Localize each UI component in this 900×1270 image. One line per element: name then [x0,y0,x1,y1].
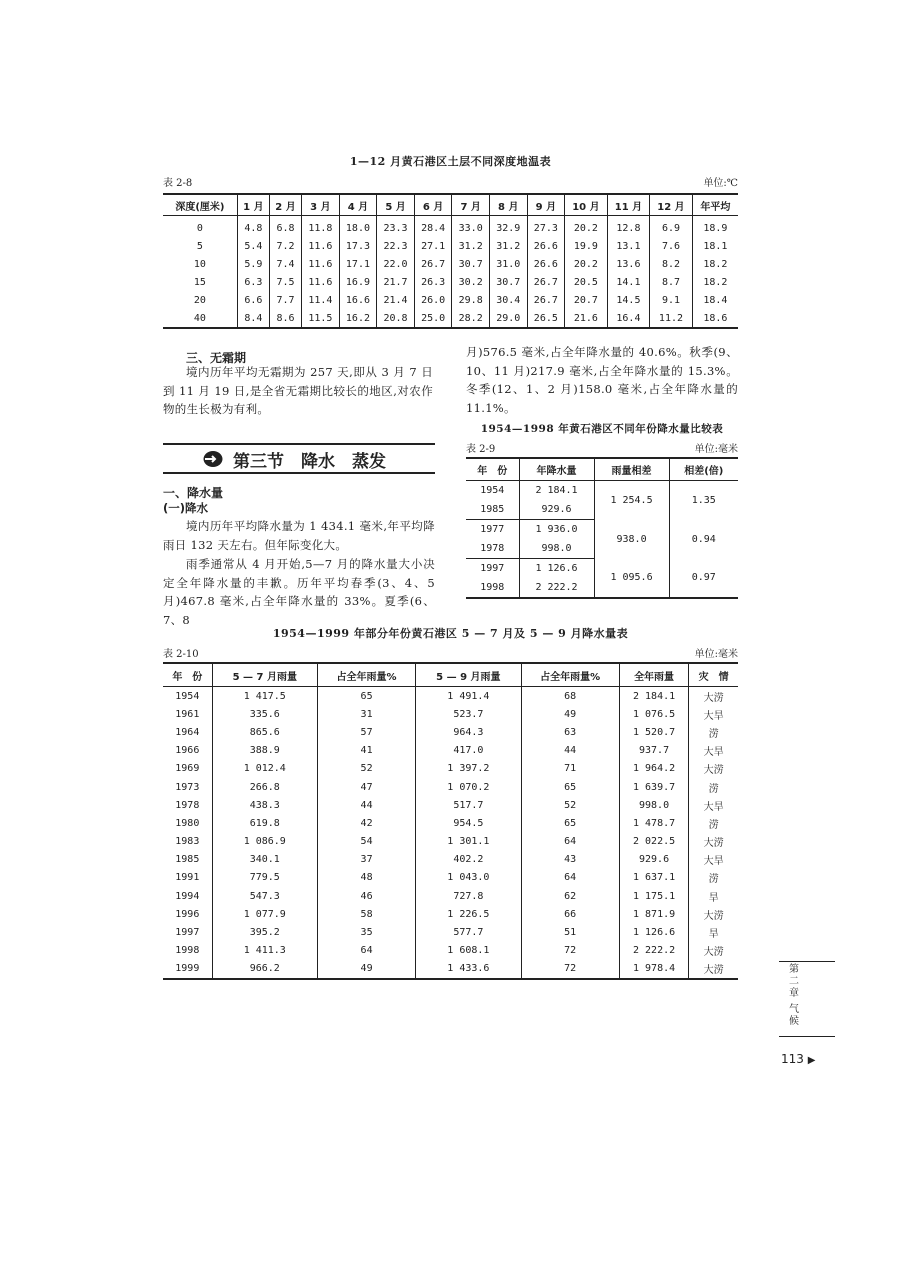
table10-cell: 1 077.9 [212,905,317,923]
table10-header-cell: 5 — 7 月雨量 [212,663,317,687]
table10-cell: 1 637.1 [619,869,689,887]
table10-row [163,814,738,832]
table8-cell: 21.6 [565,309,608,328]
table9-row [466,559,738,579]
table10-cell: 1 043.0 [416,869,521,887]
table8-title: 1—12 月黄石港区土层不同深度地温表 [349,155,552,168]
table8-cell: 26.7 [527,273,565,291]
table10-cell: 49 [317,960,415,979]
table10-cell: 65 [521,814,619,832]
section-emblem-icon [203,450,223,468]
table10-cell: 1964 [175,726,200,738]
table10-cell: 72 [521,942,619,960]
table8-header-cell: 年平均 [692,194,738,216]
table8-header-cell: 2 月 [269,194,301,216]
table8-cell: 26.7 [414,255,452,273]
table8-cell: 4.8 [237,216,269,238]
table10-cell: 46 [317,887,415,905]
table9-year: 1985 [466,500,519,520]
table10-cell: 43 [521,851,619,869]
table10-cell: 64 [521,869,619,887]
table10-header-cell: 占全年雨量% [317,663,415,687]
table8-cell: 18.2 [692,255,738,273]
table9-diff: 1 254.5 [594,481,669,520]
table8-cell: 16.9 [339,273,377,291]
table8-cell: 8.7 [650,273,693,291]
table8-cell: 26.6 [527,255,565,273]
table8-cell: 5 [196,240,203,252]
table8-cell: 20.2 [565,255,608,273]
table8-cell: 0 [196,222,203,234]
table10-cell: 1 433.6 [416,960,521,979]
table10-cell: 大涝 [689,833,738,851]
table10-cell: 48 [317,869,415,887]
table10-row [163,723,738,741]
table10-cell: 62 [521,887,619,905]
table9-ratio: 1.35 [669,481,738,520]
table8-cell: 30.4 [489,291,527,309]
table10-cell: 998.0 [619,796,689,814]
table10-cell: 1 070.2 [416,778,521,796]
table8-header-cell: 12 月 [650,194,693,216]
table10-cell: 54 [317,833,415,851]
table10-cell: 涝 [689,778,738,796]
table8-header-cell: 5 月 [377,194,415,216]
table9-year: 1954 [480,485,505,496]
table10-row [163,778,738,796]
table10-cell: 1985 [175,854,200,866]
table10-cell: 779.5 [212,869,317,887]
table10-cell: 68 [521,687,619,706]
table10-cell: 1 411.3 [212,942,317,960]
table8-cell: 13.1 [607,237,650,255]
table10-cell: 964.3 [416,723,521,741]
table10-cell: 1 175.1 [619,887,689,905]
table8-cell: 13.6 [607,255,650,273]
table10-cell: 1980 [175,817,200,829]
table8-cell: 18.9 [692,216,738,238]
table8-cell: 18.0 [339,216,377,238]
table8-cell: 12.8 [607,216,650,238]
table10-cell: 1966 [175,745,200,757]
section-header [163,443,435,474]
table8-cell: 26.7 [527,291,565,309]
table8-cell: 20.7 [565,291,608,309]
table10-cell: 37 [317,851,415,869]
table10-cell: 64 [521,833,619,851]
table8-row [163,291,738,309]
table10-cell: 大旱 [689,851,738,869]
table8-unit: 单位:℃ [703,178,738,189]
table10-cell: 35 [317,923,415,941]
table10-cell: 1998 [175,945,200,957]
table8-label: 表 2-8 [163,178,193,189]
table10-cell: 335.6 [212,705,317,723]
frost-text: 境内历年平均无霜期为 257 天,即从 3 月 7 日到 11 月 19 日,是全省无霜期比较长的地区,对农作物的生长极为有利。 [163,365,433,416]
table10-row [163,796,738,814]
table9-header-cell: 年 份 [466,458,519,481]
table10-cell: 1 478.7 [619,814,689,832]
table8-cell: 33.0 [452,216,490,238]
table10-cell: 大涝 [689,960,738,979]
table8-cell: 8.2 [650,255,693,273]
table10-cell: 57 [317,723,415,741]
table10-cell: 1978 [175,799,200,811]
table9-header-cell: 相差(倍) [669,458,738,481]
table10-cell: 547.3 [212,887,317,905]
table10-cell: 大旱 [689,705,738,723]
table10-row [163,869,738,887]
table10-cell: 619.8 [212,814,317,832]
table10-cell: 44 [317,796,415,814]
table8-row [163,273,738,291]
table10-cell: 1 397.2 [416,760,521,778]
table10-header-cell: 灾 情 [689,663,738,687]
table10-cell: 58 [317,905,415,923]
table10-row [163,687,738,706]
table10-cell: 旱 [689,887,738,905]
table10-cell: 1954 [175,690,200,702]
table8-cell: 32.9 [489,216,527,238]
table8-cell: 11.2 [650,309,693,328]
table8-header-cell: 9 月 [527,194,565,216]
table10-cell: 1 226.5 [416,905,521,923]
table10-row [163,742,738,760]
page-number-block [781,1052,815,1066]
table10-cell: 63 [521,723,619,741]
table8-row [163,216,738,238]
precip-subheading: (一)降水 [163,501,209,515]
table10-cell: 大旱 [689,796,738,814]
table10-cell: 1997 [175,927,200,939]
table8-cell: 18.2 [692,273,738,291]
table10-cell: 旱 [689,923,738,941]
table8-cell: 27.3 [527,216,565,238]
table10-cell: 402.2 [416,851,521,869]
chapter-tab [779,961,835,1037]
table10-cell: 577.7 [416,923,521,941]
table8-cell: 26.0 [414,291,452,309]
table9-amount: 929.6 [519,500,594,520]
table8-cell: 6.3 [237,273,269,291]
table10-cell: 266.8 [212,778,317,796]
table8-cell: 22.3 [377,237,415,255]
table8-cell: 17.1 [339,255,377,273]
table8-cell: 31.0 [489,255,527,273]
table8-cell: 15 [193,276,206,288]
table9-ratio: 0.94 [669,520,738,559]
table10-cell: 1 978.4 [619,960,689,979]
table10-cell: 1 608.1 [416,942,521,960]
table10-header-cell: 5 — 9 月雨量 [416,663,521,687]
frost-paragraph [163,363,433,419]
table10-cell: 71 [521,760,619,778]
table10-cell: 1 639.7 [619,778,689,796]
table9-amount: 1 126.6 [519,559,594,579]
table8-cell: 14.1 [607,273,650,291]
table8-cell: 16.4 [607,309,650,328]
table8-cell: 7.2 [269,237,301,255]
table10-cell: 涝 [689,723,738,741]
table8-header-cell: 11 月 [607,194,650,216]
table10-cell: 1991 [175,872,200,884]
table8-header-cell: 4 月 [339,194,377,216]
table10-cell: 2 022.5 [619,833,689,851]
frost-heading: 三、无霜期 [186,351,247,365]
table8-cell: 17.3 [339,237,377,255]
table10-cell: 44 [521,742,619,760]
table9-title: 1954—1998 年黄石港区不同年份降水量比较表 [480,423,724,435]
table8-cell: 28.2 [452,309,490,328]
table10-label: 表 2-10 [163,649,199,660]
table10-cell: 51 [521,923,619,941]
table9-amount: 2 184.1 [519,481,594,501]
table10-cell: 1 871.9 [619,905,689,923]
table8-cell: 23.3 [377,216,415,238]
table8-cell: 18.4 [692,291,738,309]
table10-cell: 64 [317,942,415,960]
table8-cell: 11.8 [302,216,340,238]
table9-amount: 1 936.0 [519,520,594,540]
table8-cell: 6.8 [269,216,301,238]
table8-cell: 27.1 [414,237,452,255]
table10-cell: 1 417.5 [212,687,317,706]
table10-cell: 大涝 [689,905,738,923]
table10-cell: 1 086.9 [212,833,317,851]
table8-cell: 7.5 [269,273,301,291]
table10-cell: 1973 [175,781,200,793]
table9-label: 表 2-9 [466,444,496,455]
table10-cell: 966.2 [212,960,317,979]
table8-cell: 29.0 [489,309,527,328]
table10-cell: 1994 [175,890,200,902]
table8-cell: 29.8 [452,291,490,309]
table10-cell: 523.7 [416,705,521,723]
table10-cell: 大涝 [689,687,738,706]
table10-unit: 单位:毫米 [694,649,738,660]
table10-cell: 1996 [175,908,200,920]
table9-row [466,520,738,540]
table10-cell: 1983 [175,836,200,848]
table10-cell: 954.5 [416,814,521,832]
table10-row [163,705,738,723]
right-paragraph [466,343,738,417]
table10-cell: 1 126.6 [619,923,689,941]
table10-header-cell: 占全年雨量% [521,663,619,687]
table10-cell: 1999 [175,963,200,975]
table8-cell: 6.9 [650,216,693,238]
table8-cell: 11.5 [302,309,340,328]
table8-cell: 20.8 [377,309,415,328]
table10-cell: 2 222.2 [619,942,689,960]
table8-row [163,309,738,328]
table9-row [466,481,738,501]
table10-cell: 2 184.1 [619,687,689,706]
table10-row [163,905,738,923]
table10-cell: 大涝 [689,942,738,960]
table8-cell: 8.6 [269,309,301,328]
table8-header-cell: 6 月 [414,194,452,216]
table9-year: 1997 [480,563,505,574]
precip-heading: 一、降水量 [163,486,224,500]
table10-cell: 1969 [175,763,200,775]
table10-title: 1954—1999 年部分年份黄石港区 5 — 7 月及 5 — 9 月降水量表 [272,627,629,640]
table9-year: 1977 [480,524,505,535]
table8-cell: 30.2 [452,273,490,291]
table10-row [163,833,738,851]
table10-cell: 865.6 [212,723,317,741]
table8-row [163,255,738,273]
table8-cell: 14.5 [607,291,650,309]
table8-cell: 25.0 [414,309,452,328]
table9-year: 1998 [480,582,505,593]
table10-cell: 340.1 [212,851,317,869]
table10-cell: 72 [521,960,619,979]
table10-cell: 涝 [689,869,738,887]
table8-cell: 6.6 [237,291,269,309]
table10-cell: 1 012.4 [212,760,317,778]
table9-diff: 1 095.6 [594,559,669,599]
table8-cell: 26.6 [527,237,565,255]
table8-cell: 16.6 [339,291,377,309]
table8-cell: 26.5 [527,309,565,328]
table8-header-cell: 1 月 [237,194,269,216]
table10-cell: 41 [317,742,415,760]
table10-cell: 大涝 [689,760,738,778]
table9-amount: 998.0 [519,539,594,559]
table8-cell: 11.4 [302,291,340,309]
table8-cell: 20.5 [565,273,608,291]
table10-cell: 52 [317,760,415,778]
table10-header-cell: 全年雨量 [619,663,689,687]
table10-cell: 937.7 [619,742,689,760]
table8-cell: 21.7 [377,273,415,291]
table9-header-cell: 雨量相差 [594,458,669,481]
table8-cell: 8.4 [237,309,269,328]
table8-cell: 11.6 [302,237,340,255]
table10-cell: 388.9 [212,742,317,760]
table8-cell: 16.2 [339,309,377,328]
table10-row [163,851,738,869]
table10-cell: 438.3 [212,796,317,814]
table8-cell: 10 [193,258,206,270]
table8-header-cell: 7 月 [452,194,490,216]
table9-amount: 2 222.2 [519,578,594,598]
table10-cell: 大旱 [689,742,738,760]
table8-cell: 20 [193,294,206,306]
table10-cell: 395.2 [212,923,317,941]
table9-ratio: 0.97 [669,559,738,599]
table8-row [163,237,738,255]
table8-cell: 18.6 [692,309,738,328]
table8-cell: 22.0 [377,255,415,273]
table10-cell: 417.0 [416,742,521,760]
table10-row [163,960,738,979]
table9 [466,457,738,599]
table9-unit: 单位:毫米 [694,444,738,455]
table10-cell: 49 [521,705,619,723]
table10-cell: 涝 [689,814,738,832]
table10-row [163,760,738,778]
table10-row [163,942,738,960]
table8-cell: 21.4 [377,291,415,309]
table8-cell: 7.6 [650,237,693,255]
table10-cell: 47 [317,778,415,796]
table10-cell: 929.6 [619,851,689,869]
table10-cell: 1 964.2 [619,760,689,778]
table8-cell: 7.4 [269,255,301,273]
table9-year: 1978 [466,539,519,559]
chapter-tab-chapter: 第二章 [789,964,799,999]
table10-header-cell: 年 份 [163,663,212,687]
table8-cell: 7.7 [269,291,301,309]
table8-cell: 28.4 [414,216,452,238]
precip-body [163,517,435,629]
page-arrow-icon: ▶ [807,1055,816,1066]
table8-cell: 31.2 [489,237,527,255]
table10-cell: 65 [521,778,619,796]
page-number: 113 [781,1052,804,1066]
table8-cell: 19.9 [565,237,608,255]
table8-cell: 31.2 [452,237,490,255]
table10-cell: 1 076.5 [619,705,689,723]
table10-cell: 1 491.4 [416,687,521,706]
table10-cell: 1961 [175,708,200,720]
section-title: 第三节 降水 蒸发 [233,452,386,472]
table10-cell: 65 [317,687,415,706]
table10-row [163,887,738,905]
table8-cell: 5.9 [237,255,269,273]
table10-cell: 31 [317,705,415,723]
table8-header-cell: 3 月 [302,194,340,216]
precip-para2: 雨季通常从 4 月开始,5—7 月的降水量大小决定全年降水量的丰歉。历年平均春季(3、4、5 月)467.8 毫米,占全年降水量的 33%。夏季(6、7、8 [163,557,435,627]
table10-cell: 727.8 [416,887,521,905]
table10-cell: 517.7 [416,796,521,814]
table8-cell: 30.7 [489,273,527,291]
table10-cell: 42 [317,814,415,832]
table8 [163,193,738,329]
table8-header-cell: 8 月 [489,194,527,216]
right-text: 月)576.5 毫米,占全年降水量的 40.6%。秋季(9、10、11 月)217.9 毫米,占全年降水量的 15.3%。冬季(12、1、2 月)158.0 毫米,占全年降水量的 11.1%。 [466,345,738,415]
table8-cell: 26.3 [414,273,452,291]
table10-cell: 66 [521,905,619,923]
table8-cell: 18.1 [692,237,738,255]
table8-cell: 11.6 [302,255,340,273]
table10 [163,662,738,980]
table10-cell: 1 520.7 [619,723,689,741]
table8-cell: 30.7 [452,255,490,273]
table10-cell: 52 [521,796,619,814]
table8-cell: 5.4 [237,237,269,255]
chapter-tab-topic: 气候 [789,1004,799,1027]
table8-cell: 40 [193,312,206,324]
table8-cell: 11.6 [302,273,340,291]
table8-cell: 9.1 [650,291,693,309]
table10-cell: 1 301.1 [416,833,521,851]
table8-header-cell: 深度(厘米) [163,194,237,216]
table8-header-cell: 10 月 [565,194,608,216]
table9-header-cell: 年降水量 [519,458,594,481]
table10-row [163,923,738,941]
precip-para1: 境内历年平均降水量为 1 434.1 毫米,年平均降雨日 132 天左右。但年际变化大。 [163,519,435,552]
table8-cell: 20.2 [565,216,608,238]
table9-diff: 938.0 [594,520,669,559]
